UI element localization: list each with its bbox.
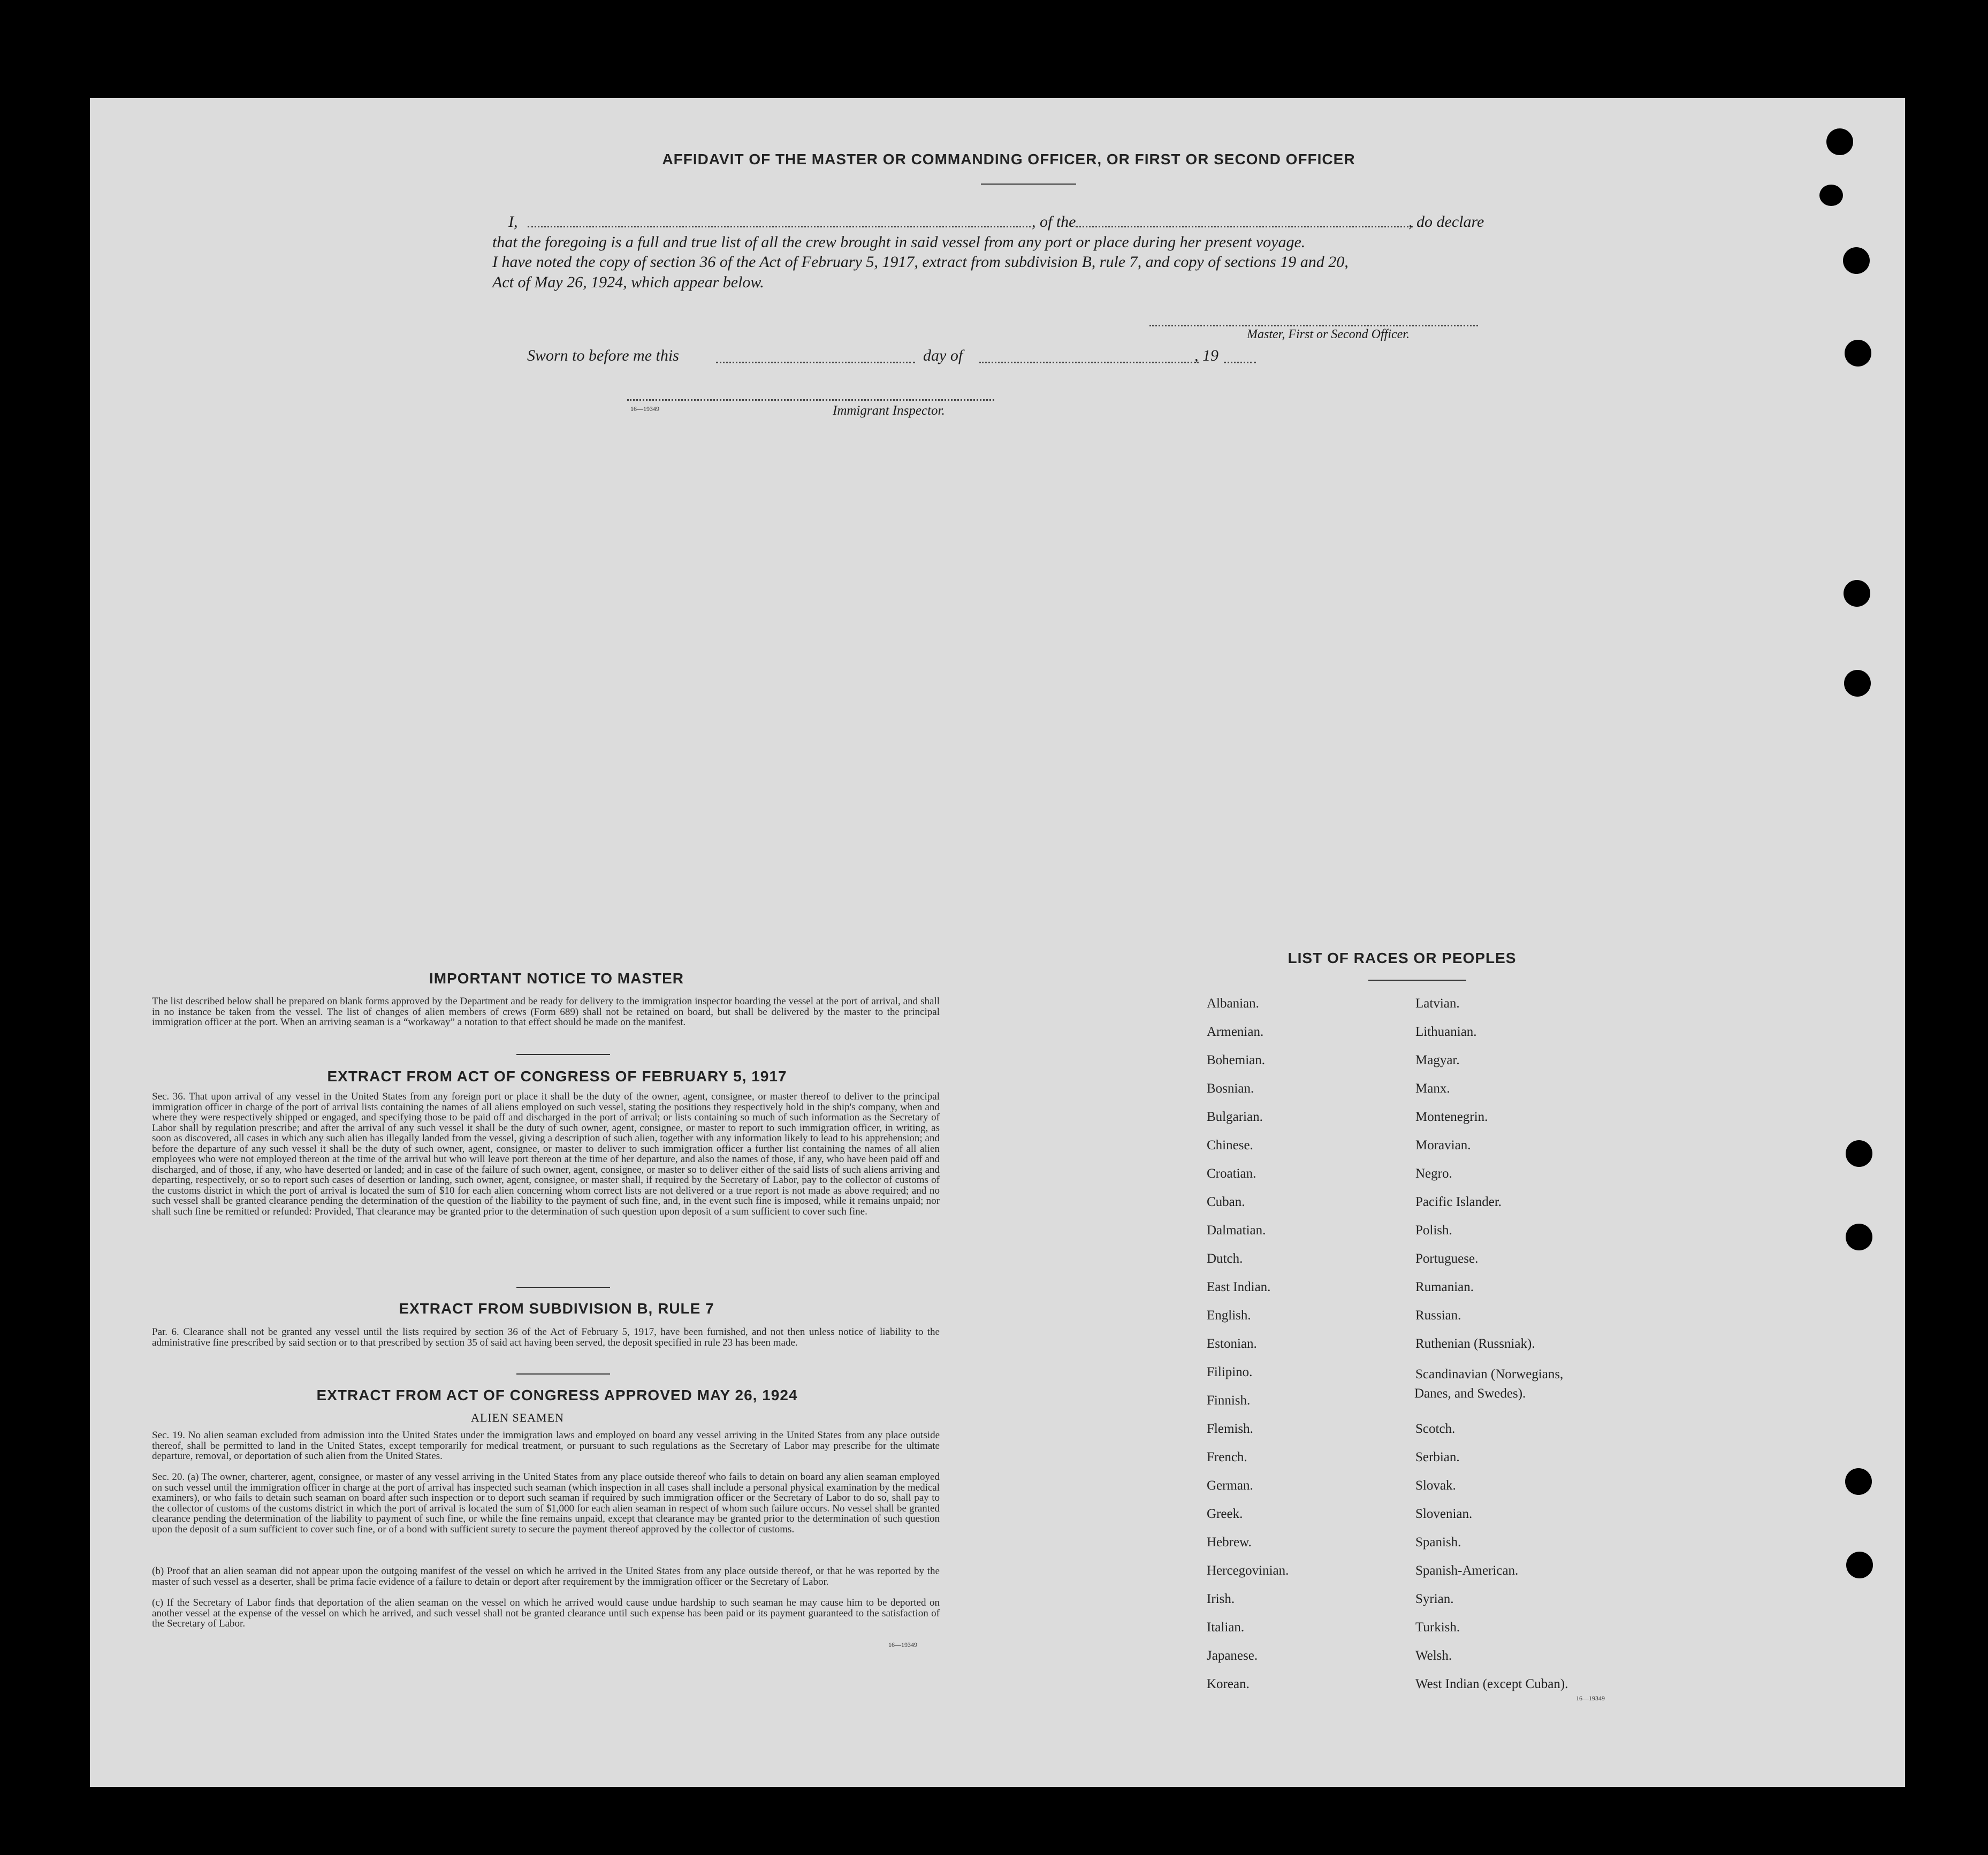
race-item: Bosnian.	[1207, 1081, 1254, 1096]
sworn-label: Sworn to before me this	[527, 347, 679, 364]
race-item: Danes, and Swedes).	[1414, 1386, 1526, 1401]
master-signature-blank	[1149, 325, 1478, 326]
race-item: French.	[1207, 1450, 1247, 1464]
extract-1924-sec20a: Sec. 20. (a) The owner, charterer, agent, consignee, or master of any vessel arriving in the United States from any place outside thereof who fails to detain on board any alien seaman employed on such vessel until the immigration officer in charge at the port of arrival has inspected such seaman (which inspection in all cases shall include a personal physical examination by the medical examiners), or who fails to detain such seaman on board after such inspection or to deport such seaman if required by such immigration officer or the Secretary of Labor to do so, shall pay to the collector of customs of the customs district in which the port of arrival is located the sum of $1,000 for each alien seaman in respect of whom such failure occurs. No vessel shall be granted clearance pending the determination of the liability to payment of such fine, or while the fine remains unpaid, except that clearance may be granted prior to the determination of such question upon the deposit of a sum sufficient to cover such fine, or of a bond with sufficient surety to secure the payment thereof approved by the collector of customs.	[152, 1471, 940, 1535]
affidavit-line4: Act of May 26, 1924, which appear below.	[492, 273, 764, 291]
extract-1917-rule	[516, 1287, 610, 1288]
race-item: Albanian.	[1207, 996, 1259, 1011]
rule7-rule	[516, 1373, 610, 1375]
affidavit-of-the: , of the	[1032, 213, 1076, 231]
race-item: Bulgarian.	[1207, 1110, 1263, 1124]
race-item: Dutch.	[1207, 1251, 1243, 1266]
race-item: Montenegrin.	[1415, 1110, 1488, 1124]
race-item: Filipino.	[1207, 1365, 1253, 1379]
race-item: German.	[1207, 1478, 1253, 1493]
extract-1924-sec20c: (c) If the Secretary of Labor finds that deportation of the alien seaman on the vessel on which he arrived would cause undue hardship to such seaman he may cause him to be deported on another vessel at the expense of the vessel on which he arrived, and such vessel shall not be granted clearance until such expense has been paid or its payment guaranteed to the satisfaction of the Secretary of Labor.	[152, 1597, 940, 1629]
race-item: Moravian.	[1415, 1138, 1471, 1152]
race-item: Hercegovinian.	[1207, 1563, 1289, 1578]
extract-1924-sec20b: (b) Proof that an alien seaman did not appear upon the outgoing manifest of the vessel on which he arrived in the United States from any place outside thereof, or that he was reported by the master of such vessel as a deserter, shall be prima facie evidence of a failure to detain or deport after requirement by the immigration officer or the Secretary of Labor.	[152, 1566, 940, 1587]
day-of-label: day of	[923, 347, 963, 364]
race-item: Hebrew.	[1207, 1535, 1252, 1549]
race-item: English.	[1207, 1308, 1251, 1323]
alien-seamen-subtitle: ALIEN SEAMEN	[471, 1411, 564, 1424]
affidavit-line3: I have noted the copy of section 36 of the Act of February 5, 1917, extract from subdivision B, rule 7, and copy of sections 19 and 20,	[492, 253, 1349, 271]
race-item: Lithuanian.	[1415, 1025, 1477, 1039]
title-rule	[981, 184, 1076, 185]
race-item: Slovak.	[1415, 1478, 1456, 1493]
extract-1924-sec19: Sec. 19. No alien seaman excluded from admission into the United States under the immigration laws and employed on board any vessel arriving in the United States from any place outside thereof, shall be permitted to land in the United States, except temporarily for medical treatment, or pursuant to such regulations as the Secretary of Labor may prescribe for the ultimate departure, removal, or deportation of such alien from the United States.	[152, 1430, 940, 1462]
punch-hole	[1846, 1140, 1872, 1167]
race-item: Manx.	[1415, 1081, 1450, 1096]
race-item: Bohemian.	[1207, 1053, 1266, 1067]
race-item: Armenian.	[1207, 1025, 1264, 1039]
race-item: Spanish.	[1415, 1535, 1461, 1549]
race-item: West Indian (except Cuban).	[1415, 1677, 1568, 1691]
race-item: Greek.	[1207, 1507, 1243, 1521]
inspector-label: Immigrant Inspector.	[833, 403, 945, 418]
race-item: Negro.	[1415, 1166, 1452, 1181]
race-item: Portuguese.	[1415, 1251, 1479, 1266]
race-item: Magyar.	[1415, 1053, 1460, 1067]
race-item: Dalmatian.	[1207, 1223, 1266, 1238]
race-item: Cuban.	[1207, 1195, 1245, 1209]
race-item: East Indian.	[1207, 1280, 1271, 1294]
rule7-title: EXTRACT FROM SUBDIVISION B, RULE 7	[399, 1300, 714, 1317]
punch-hole	[1844, 580, 1870, 607]
punch-hole	[1845, 1468, 1872, 1495]
race-item: Chinese.	[1207, 1138, 1253, 1152]
race-item: Ruthenian (Russniak).	[1415, 1337, 1535, 1351]
race-item: Finnish.	[1207, 1393, 1251, 1408]
punch-hole	[1846, 1224, 1872, 1250]
race-item: Pacific Islander.	[1415, 1195, 1502, 1209]
race-item: Russian.	[1415, 1308, 1461, 1323]
inspector-signature-blank	[627, 399, 994, 401]
race-item: Irish.	[1207, 1592, 1235, 1606]
race-item: Scandinavian (Norwegians,	[1415, 1367, 1564, 1381]
race-item: Welsh.	[1415, 1648, 1452, 1663]
race-item: Rumanian.	[1415, 1280, 1474, 1294]
race-item: Flemish.	[1207, 1422, 1253, 1436]
notice-title: IMPORTANT NOTICE TO MASTER	[429, 970, 684, 987]
races-rule	[1368, 980, 1466, 981]
race-item: Polish.	[1415, 1223, 1452, 1238]
sworn-month-blank	[979, 362, 1199, 363]
race-item: Syrian.	[1415, 1592, 1454, 1606]
vessel-blank	[1076, 226, 1413, 227]
extract-form-number: 16—19349	[888, 1641, 917, 1648]
race-item: Spanish-American.	[1415, 1563, 1519, 1578]
extract-1924-title: EXTRACT FROM ACT OF CONGRESS APPROVED MAY 26, 1924	[316, 1387, 798, 1403]
punch-hole	[1844, 670, 1871, 697]
punch-hole	[1826, 128, 1853, 155]
master-label: Master, First or Second Officer.	[1247, 327, 1410, 341]
punch-hole	[1843, 247, 1870, 274]
rule7-text: Par. 6. Clearance shall not be granted any vessel until the lists required by section 36 of the Act of February 5, 1917, have been furnished, and not then unless notice of liability to the administrative fine prescribed by said section or to that prescribed by section 35 of said act having been served, the deposit specified in rule 23 has been made.	[152, 1326, 940, 1348]
affidavit-declare: , do declare	[1408, 213, 1484, 231]
extract-1917-text: Sec. 36. That upon arrival of any vessel in the United States from any foreign port or place it shall be the duty of the owner, agent, consignee, or master thereof to deliver to the principal immigration officer in charge of the port of arrival lists containing the names of all aliens employed on such vessel, stating the positions they respectively hold in the ship's company, when and where they were respectively shipped or engaged, and specifying those to be paid off and discharged in the port of arrival; or lists containing so much of such information as the Secretary of Labor shall by regulation prescribe; and after the arrival of any such vessel it shall be the duty of such owner, agent, consignee, or master to report to such immigration officer, in writing, as soon as discovered, all cases in which any such alien has illegally landed from the vessel, giving a description of such alien, together with any information likely to lead to his apprehension; and before the departure of any such vessel it shall be the duty of such owner, agent, consignee, or master to deliver to such immigration officer a further list containing the names of all alien employees who were not employed thereon at the time of the arrival but who will leave port thereon at the time of her departure, and also the names of those, if any, who have been paid off and discharged, and of those, if any, who have deserted or landed; and in case of the failure of such owner, agent, consignee, or master so to deliver either of the said lists of such aliens arriving and departing, respectively, or so to report such cases of desertion or landing, such owner, agent, consignee, or master shall, if required by the Secretary of Labor, pay to the collector of customs of the customs district in which the port of arrival is located the sum of $10 for each alien concerning whom correct lists are not delivered or a true report is not made as above required; and no such vessel shall be granted clearance pending the determination of the question of the liability to the payment of such fine, and, in the event such fine is imposed, while it remains unpaid; nor shall such fine be remitted or refunded: Provided, That clearance may be granted prior to the determination of such question upon deposit of a sum sufficient to cover such fine.	[152, 1091, 940, 1217]
races-title: LIST OF RACES OR PEOPLES	[1288, 950, 1517, 966]
punch-hole	[1846, 1552, 1873, 1578]
affidavit-i: I,	[508, 213, 518, 231]
extract-1917-title: EXTRACT FROM ACT OF CONGRESS OF FEBRUARY 5, 1917	[327, 1068, 787, 1085]
affidavit-form-number: 16—19349	[630, 405, 659, 413]
affidavit-line2: that the foregoing is a full and true list of all the crew brought in said vessel from any port or place during her present voyage.	[492, 233, 1306, 251]
year-blank	[1224, 362, 1256, 363]
affidavit-title: AFFIDAVIT OF THE MASTER OR COMMANDING OFFICER, OR FIRST OR SECOND OFFICER	[662, 151, 1355, 167]
race-item: Italian.	[1207, 1620, 1245, 1635]
race-item: Latvian.	[1415, 996, 1460, 1011]
notice-rule	[516, 1054, 610, 1055]
sworn-day-blank	[716, 362, 915, 363]
year-label: , 19	[1194, 347, 1218, 364]
race-item: Scotch.	[1415, 1422, 1456, 1436]
race-item: Japanese.	[1207, 1648, 1258, 1663]
punch-hole	[1845, 340, 1871, 367]
punch-hole	[1819, 185, 1843, 206]
race-item: Slovenian.	[1415, 1507, 1473, 1521]
races-form-number: 16—19349	[1576, 1694, 1605, 1702]
race-item: Korean.	[1207, 1677, 1250, 1691]
name-blank	[528, 226, 1031, 227]
race-item: Croatian.	[1207, 1166, 1256, 1181]
notice-text: The list described below shall be prepared on blank forms approved by the Department and be ready for delivery to the immigration inspector boarding the vessel at the port of arrival, and shall in no instance be taken from the vessel. The list of changes of alien members of crews (Form 689) shall not be retained on board, but shall be delivered by the master to the principal immigration officer at the port. When an arriving seaman is a “workaway” a notation to that effect should be made on the manifest.	[152, 996, 940, 1028]
race-item: Turkish.	[1415, 1620, 1460, 1635]
race-item: Estonian.	[1207, 1337, 1257, 1351]
race-item: Serbian.	[1415, 1450, 1460, 1464]
